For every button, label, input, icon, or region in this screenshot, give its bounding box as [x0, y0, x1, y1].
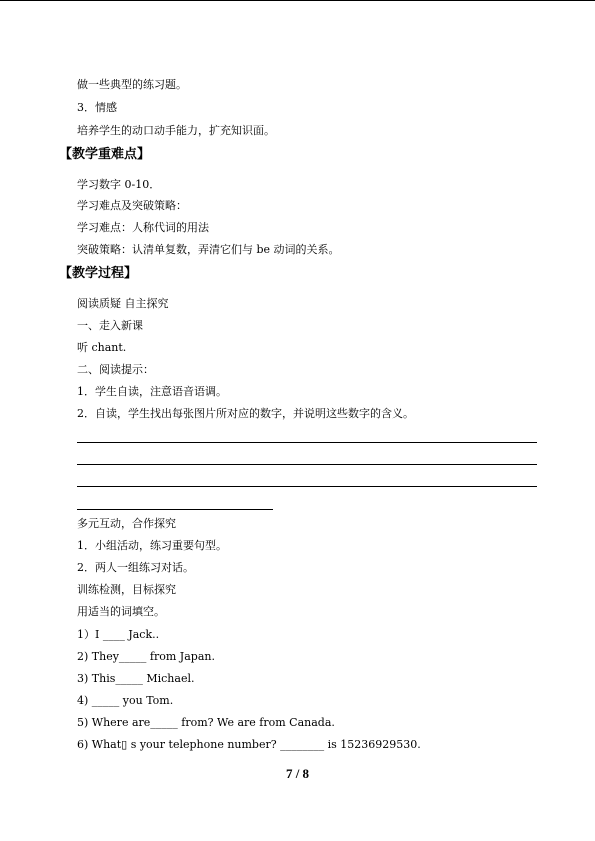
text-line: 2．自读，学生找出每张图片所对应的数字，并说明这些数字的含义。	[77, 407, 414, 420]
answer-line	[77, 442, 537, 443]
text-line: 用适当的词填空。	[77, 605, 165, 618]
section-heading: 【教学过程】	[59, 266, 138, 281]
text-line: 一、走入新课	[77, 319, 143, 332]
text-line: 学习数字 0-10．	[77, 178, 161, 191]
text-line: 做一些典型的练习题。	[77, 78, 187, 91]
text-line: 阅读质疑 自主探究	[77, 297, 169, 310]
section-heading: 【教学重难点】	[59, 147, 151, 162]
text-line: 训练检测，目标探究	[77, 583, 176, 596]
answer-line	[77, 509, 273, 510]
text-line: 学习难点及突破策略：	[77, 199, 187, 212]
text-line: 3．情感	[77, 101, 117, 114]
answer-line	[77, 486, 537, 487]
text-line: 1．小组活动，练习重要句型。	[77, 539, 227, 552]
page-number: 7 / 8	[285, 766, 310, 781]
text-line: 多元互动，合作探究	[77, 517, 176, 530]
text-line: 突破策略：认清单复数，弄清它们与 be 动词的关系。	[77, 243, 340, 256]
exercise-item: 3) This_____ Michael.	[77, 672, 195, 685]
text-line: 1．学生自读，注意语音语调。	[77, 385, 227, 398]
text-line: 二、阅读提示：	[77, 363, 154, 376]
text-line: 学习难点：人称代词的用法	[77, 221, 209, 234]
exercise-item: 5) Where are_____ from? We are from Canada.	[77, 716, 335, 729]
page-top-rule	[0, 0, 595, 1]
text-line: 培养学生的动口动手能力，扩充知识面。	[77, 124, 275, 137]
exercise-item: 2) They_____ from Japan.	[77, 650, 215, 663]
exercise-item: 4) _____ you Tom.	[77, 694, 174, 707]
exercise-item: 6) What▯ s your telephone number? ________ is 15236929530.	[77, 738, 421, 751]
text-line: 听 chant.	[77, 341, 127, 354]
exercise-item: 1）I ____ Jack..	[77, 628, 160, 641]
text-line: 2．两人一组练习对话。	[77, 561, 194, 574]
answer-line	[77, 464, 537, 465]
